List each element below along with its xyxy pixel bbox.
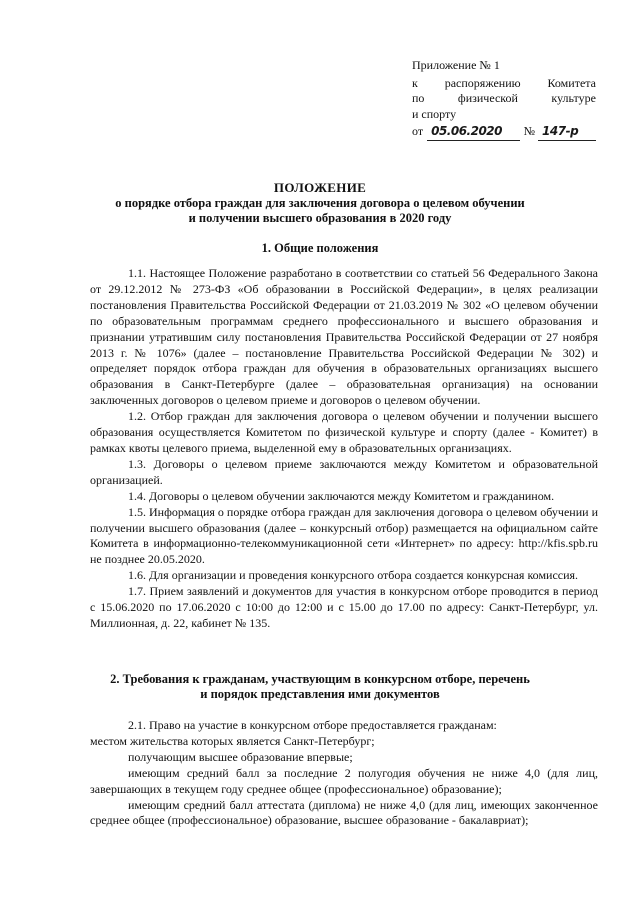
appendix-block <box>412 58 596 141</box>
paragraph-1-2: 1.2. Отбор граждан для заключения договора о целевом обучении и получении высшего образования осуществляется Комитетом по физической культуре и спорту (далее - Комитет) в рамках квоты целевого приема, выделенной ему в образовательных организациях. <box>90 409 598 455</box>
paragraph-1-3: 1.3. Договоры о целевом приеме заключаются между Комитетом и образовательной организацией. <box>90 456 598 487</box>
appendix-word: распоряжению <box>444 75 521 90</box>
appendix-date-row <box>412 124 596 141</box>
document-subtitle-line-2: и получении высшего образования в 2020 году <box>188 211 452 225</box>
appendix-word: физической <box>457 91 518 105</box>
date-prefix: от <box>412 124 424 138</box>
paragraph-2-1: 2.1. Право на участие в конкурсном отборе предоставляется гражданам: <box>128 718 497 732</box>
paragraph-1-6: 1.6. Для организации и проведения конкурсного отбора создается конкурсная комиссия. <box>128 568 579 583</box>
appendix-number: Приложение № 1 <box>412 58 500 72</box>
appendix-word: по <box>412 91 425 105</box>
paragraph-1-7: 1.7. Прием заявлений и документов для участия в конкурсном отборе проводится в период с 15.06.2020 по 17.06.2020 с 10:00 до 12:00 и с 15.00 до 17.00 по адресу: Санкт-Петербург, ул. Миллионная, д. 22, кабинет № 135. <box>90 584 598 630</box>
list-item: имеющим средний балл за последние 2 полугодия обучения не ниже 4,0 (для лиц, завершающих в текущем году среднее общее (профессиональное) образование); <box>90 765 598 796</box>
appendix-line-3: и спорту <box>412 106 457 121</box>
number-label: № <box>523 124 536 138</box>
paragraph-1-4: 1.4. Договоры о целевом обучении заключаются между Комитетом и гражданином. <box>128 488 555 503</box>
section-1-body <box>90 266 598 632</box>
appendix-word: к <box>412 75 418 90</box>
appendix-line-1 <box>412 76 596 92</box>
section-2-heading-line-1: 2. Требования к гражданам, участвующим в конкурсном отборе, перечень <box>110 672 530 686</box>
section-1-heading: 1. Общие положения <box>261 241 379 255</box>
handwritten-date: 05.06.2020 <box>427 124 520 141</box>
handwritten-number: 147-р <box>538 124 596 141</box>
list-item: имеющим средний балл аттестата (диплома) не ниже 4,0 (для лиц, имеющих законченное среднее общее (профессиональное) образование, высшее образование - бакалавриат); <box>90 797 598 828</box>
appendix-line-2 <box>412 91 596 107</box>
list-item: получающим высшее образование впервые; <box>128 749 353 764</box>
list-item: местом жительства которых является Санкт-Петербург; <box>90 733 375 748</box>
document-title: ПОЛОЖЕНИЕ <box>273 180 367 195</box>
document-subtitle-line-1: о порядке отбора граждан для заключения договора о целевом обучении <box>115 196 525 210</box>
section-2-heading-line-2: и порядок представления ими документов <box>200 687 440 701</box>
paragraph-1-5: 1.5. Информация о порядке отбора граждан для заключения договора о целевом обучении и получении высшего образования (далее – конкурсный отбор) размещается на официальном сайте Комитета в информационно-телекоммуникационной сети «Интернет» по адресу: http://kfis.spb.ru не позднее 20.05.2020. <box>90 504 598 567</box>
appendix-word: Комитета <box>547 75 596 90</box>
section-2-body <box>90 718 598 829</box>
appendix-word: культуре <box>551 91 596 105</box>
paragraph-1-1: 1.1. Настоящее Положение разработано в соответствии со статьей 56 Федерального Закона от 29.12.2012 № 273-ФЗ «Об образовании в Российской Федерации», в целях реализации постановления Правительства Российской Федерации от 21.03.2019 № 302 «О целевом обучении по образовательным программам среднего профессионального и высшего образования и признании утратившим силу постановления Правительства Российской Федерации от 27 ноября 2013 г. № 1076» (далее – постановление Правительства Российской Федерации № 302) и определяет порядок отбора граждан для обучения в образовательных организациях высшего образования в Санкт-Петербурге (далее – образовательная организация) на основании заключенных договоров о целевом приеме и договоров о целевом обучении. <box>90 266 598 408</box>
